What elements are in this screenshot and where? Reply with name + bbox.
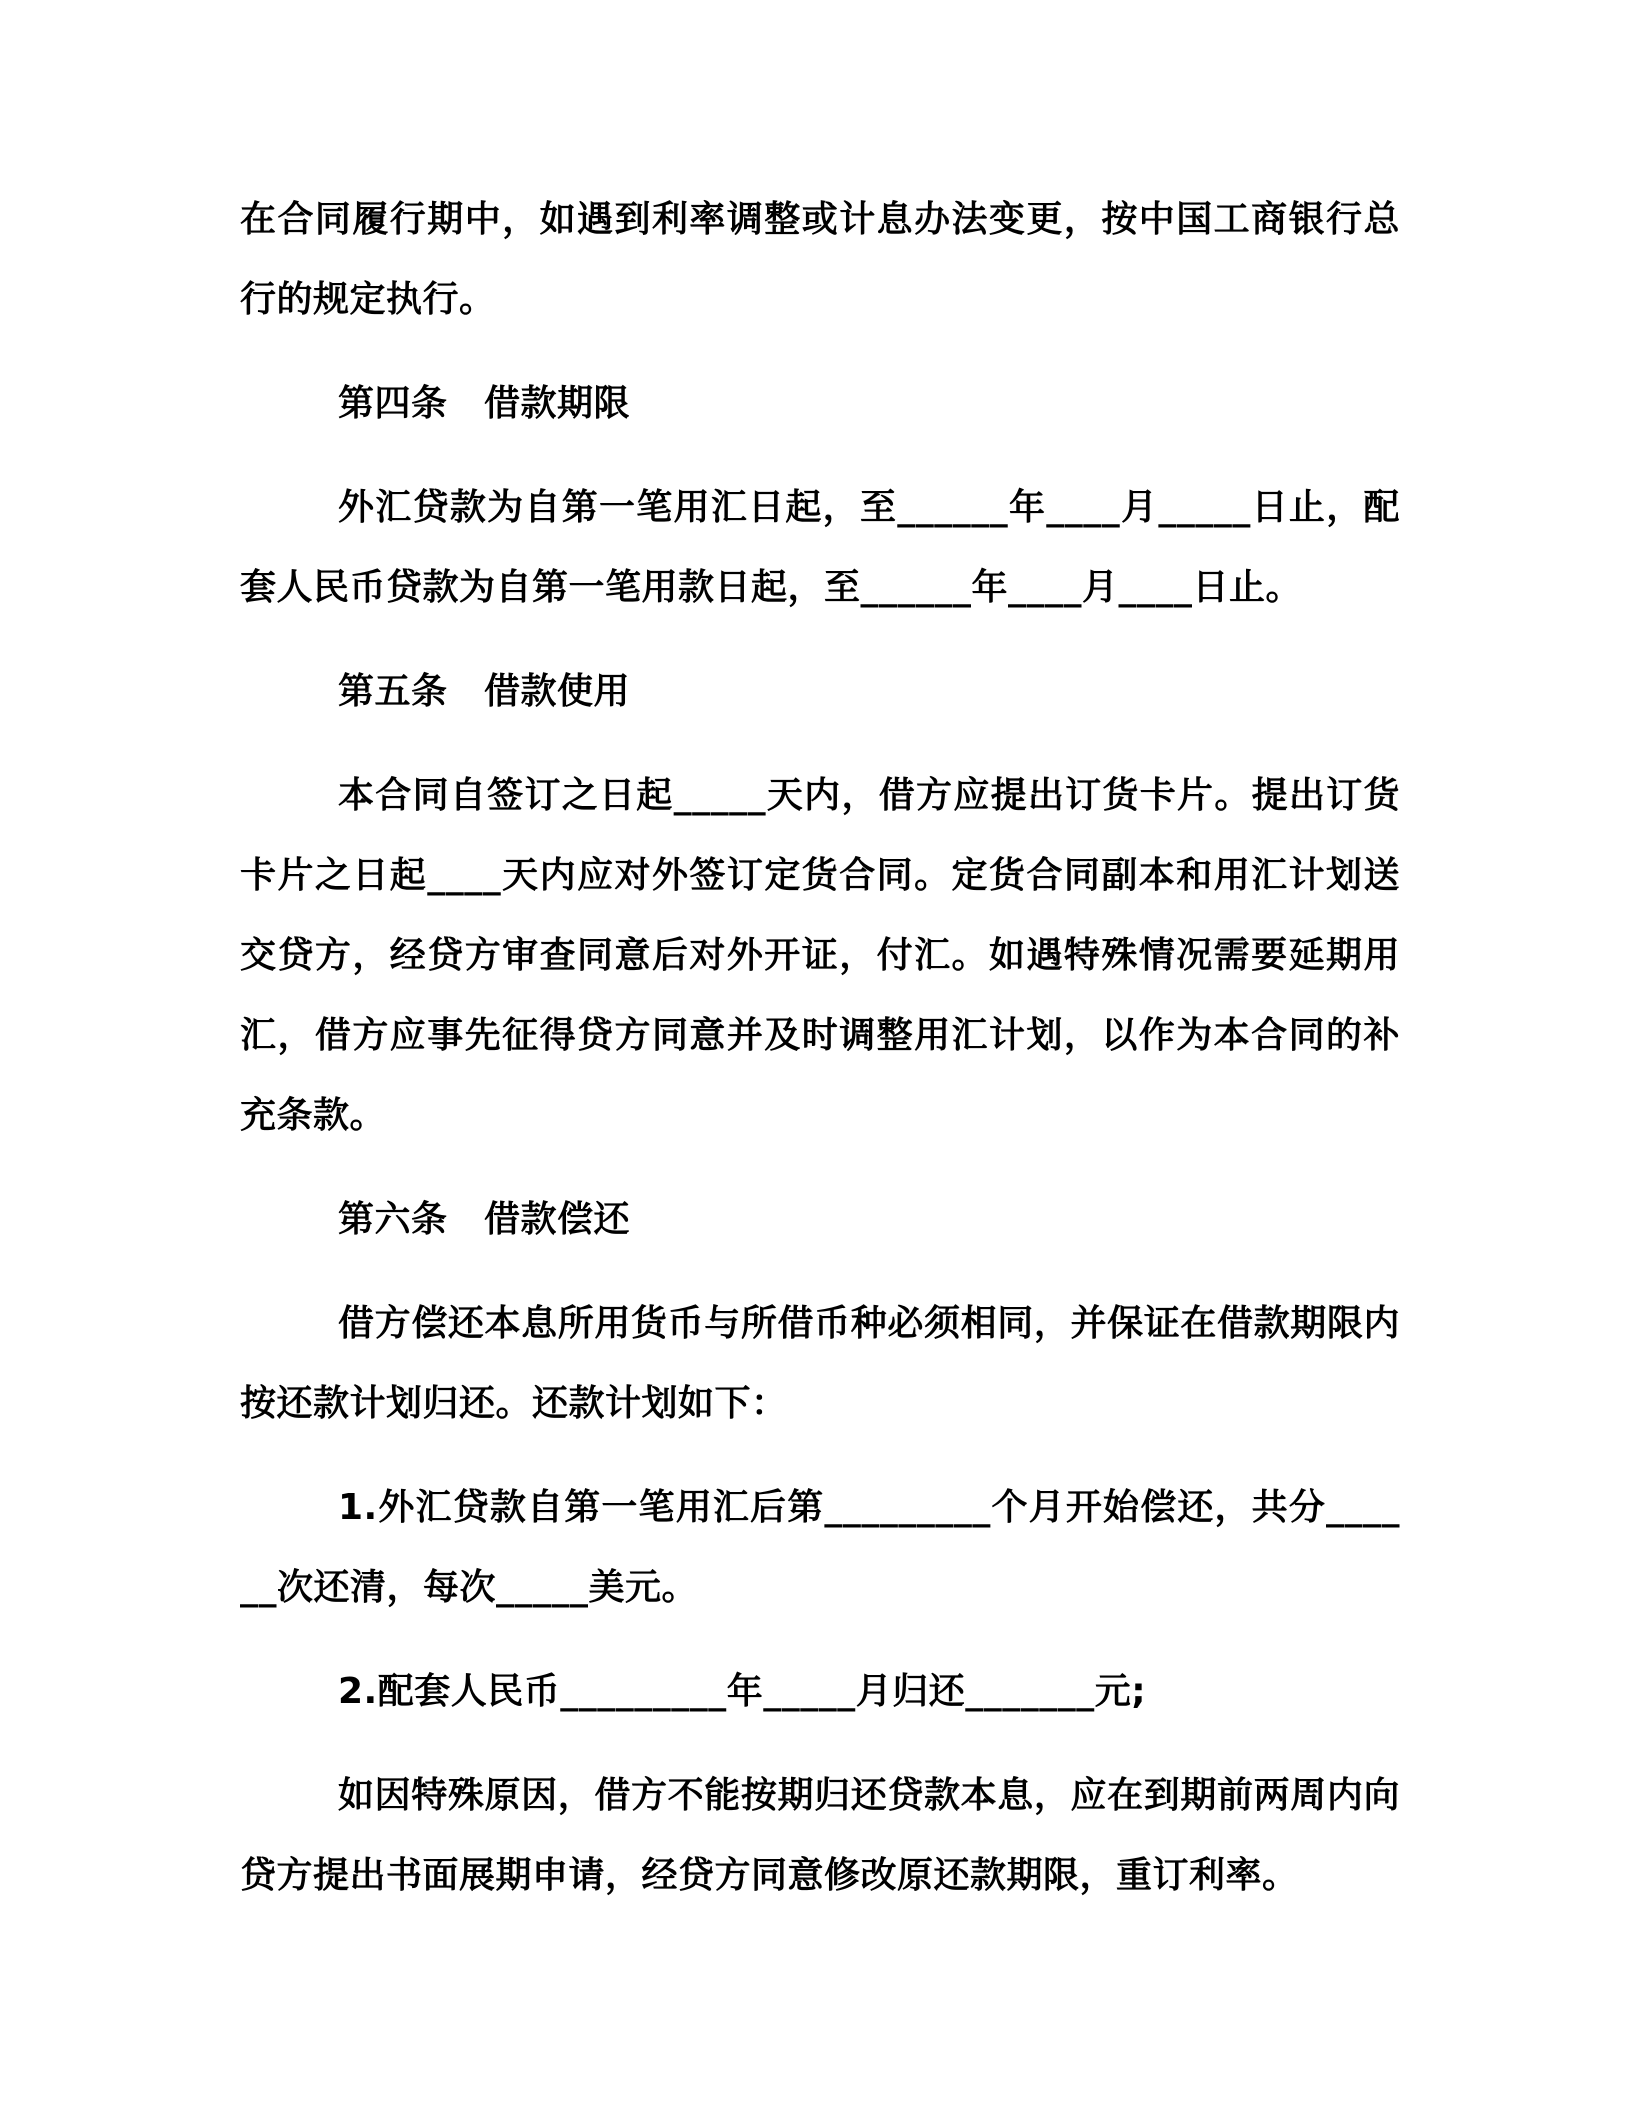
article-heading-5-loan-usage: 第五条 借款使用 [338, 671, 631, 712]
contract-paragraph-repayment-item-1: 1.外汇贷款自第一笔用汇后第_________个月开始偿还，共分______次还清，每次_____美元。 [240, 1487, 1400, 1608]
contract-paragraph-repayment-item-2: 2.配套人民币_________年_____月归还_______元; [338, 1671, 1147, 1712]
contract-paragraph-extension-request: 如因特殊原因，借方不能按期归还贷款本息，应在到期前两周内向贷方提出书面展期申请，经贷方同意修改原还款期限，重订利率。 [240, 1775, 1400, 1896]
document-page [240, 180, 1400, 1940]
contract-paragraph-interest-adjustment: 在合同履行期中，如遇到利率调整或计息办法变更，按中国工商银行总行的规定执行。 [240, 199, 1400, 320]
article-heading-4-loan-term: 第四条 借款期限 [338, 383, 631, 424]
article-heading-6-loan-repayment: 第六条 借款偿还 [338, 1199, 631, 1240]
contract-paragraph-loan-term: 外汇贷款为自第一笔用汇日起，至______年____月_____日止，配套人民币贷款为自第一笔用款日起，至______年____月____日止。 [240, 487, 1400, 608]
contract-paragraph-loan-usage: 本合同自签订之日起_____天内，借方应提出订货卡片。提出订货卡片之日起____天内应对外签订定货合同。定货合同副本和用汇计划送交贷方，经贷方审查同意后对外开证，付汇。如遇特殊情况需要延期用汇，借方应事先征得贷方同意并及时调整用汇计划，以作为本合同的补充条款。 [240, 775, 1400, 1136]
contract-paragraph-repayment-plan-intro: 借方偿还本息所用货币与所借币种必须相同，并保证在借款期限内按还款计划归还。还款计划如下： [240, 1303, 1400, 1424]
